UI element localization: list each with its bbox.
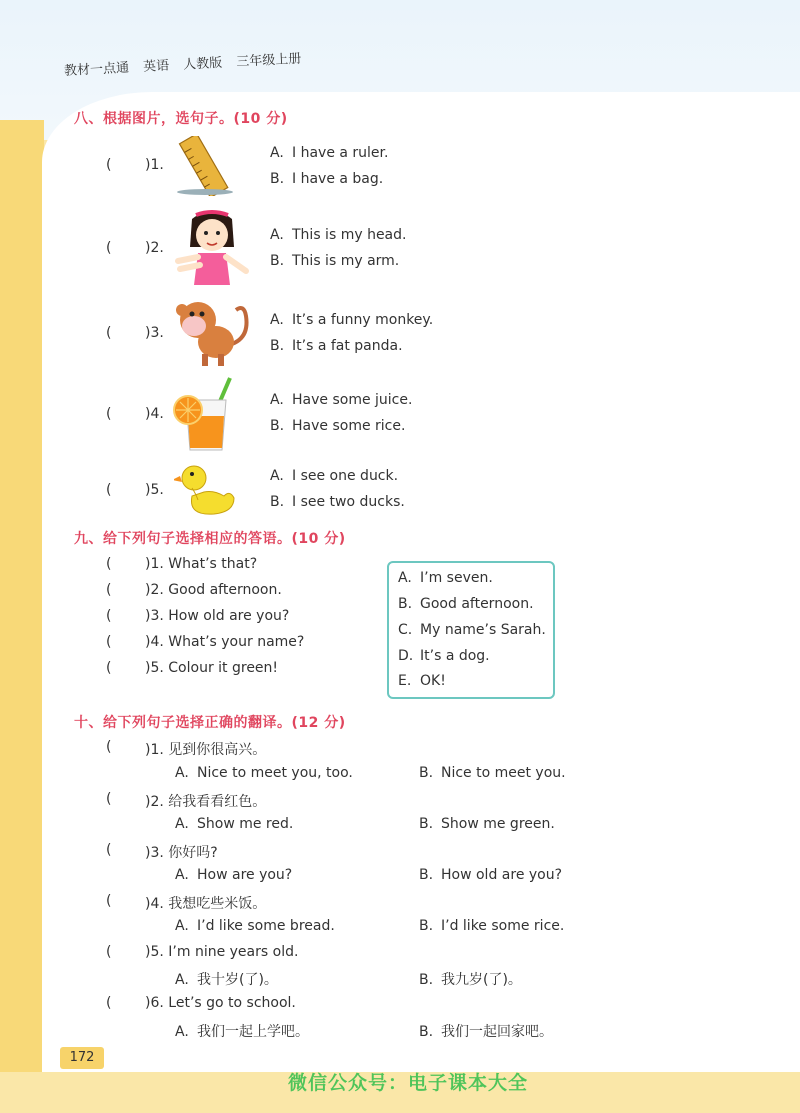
option-text: How old are you? [441,867,563,883]
question-number-8-5: )5. [145,482,164,498]
option-letter: B. [270,494,285,510]
section-10-title: 十、给下列句子选择正确的翻译。(12 分) [74,715,346,731]
ruler-picture [174,136,236,196]
answer-blank-8-4[interactable]: ( [106,406,112,422]
question-number: )5. [145,944,164,960]
question-number: )6. [145,995,164,1011]
option-text: 我们一起上学吧。 [197,1024,309,1040]
answer-choice-d [398,648,490,664]
answer-blank-8-1[interactable]: ( [106,157,112,173]
option-text: How are you? [197,867,293,883]
question-10-2 [145,791,266,811]
question-number-8-4: )4. [145,406,164,422]
option-text: Show me green. [441,816,555,832]
option-letter: B. [270,338,285,354]
option-letter: A. [270,227,284,243]
option-10-6-b [419,1021,553,1041]
answer-choices-box [387,561,555,699]
option-8-1-a [270,145,388,161]
option-letter: A. [270,392,284,408]
option-letter: A. [175,972,189,988]
option-8-5-a [270,468,398,484]
option-10-3-a [175,867,292,883]
option-letter: A. [175,1024,189,1040]
question-number: )5. [145,660,164,676]
question-text: 你好吗? [168,845,218,861]
question-text: 我想吃些米饭。 [168,896,267,912]
option-letter: B. [270,418,285,434]
option-10-2-b [419,816,555,832]
option-letter: B. [419,816,434,832]
option-10-5-a [175,969,278,989]
question-number-8-1: )1. [145,157,164,173]
question-9-4 [145,634,304,650]
option-text: My name’s Sarah. [420,622,546,638]
option-text: 我十岁(了)。 [197,972,278,988]
header-book: 教材一点通 [63,60,130,79]
option-letter: A. [270,468,284,484]
option-8-3-a [270,312,433,328]
question-text: Colour it green! [168,660,279,676]
option-8-2-a [270,227,406,243]
question-text: Good afternoon. [168,582,282,598]
option-text: Good afternoon. [420,596,534,612]
option-text: It’s a funny monkey. [292,312,434,328]
option-text: This is my arm. [292,253,400,269]
answer-blank-10-3[interactable]: ( [106,842,112,858]
option-letter: A. [175,765,189,781]
option-text: 我九岁(了)。 [441,972,522,988]
option-10-1-a [175,765,353,781]
header-subject: 英语 [142,58,170,75]
question-10-6 [145,995,296,1011]
option-text: Have some juice. [292,392,413,408]
question-10-3 [145,842,218,862]
option-letter: B. [419,972,434,988]
option-letter: A. [175,867,189,883]
option-8-5-b [270,494,405,510]
option-text: I have a ruler. [292,145,389,161]
answer-choice-b [398,596,534,612]
option-text: Have some rice. [292,418,406,434]
option-8-3-b [270,338,403,354]
option-10-6-a [175,1021,309,1041]
option-letter: A. [175,816,189,832]
question-9-3 [145,608,289,624]
question-9-5 [145,660,278,676]
option-text: Show me red. [197,816,294,832]
option-8-4-b [270,418,405,434]
option-text: I’d like some rice. [441,918,565,934]
option-text: I’d like some bread. [197,918,335,934]
option-10-4-a [175,918,335,934]
answer-blank-9-5[interactable]: ( [106,660,112,676]
question-text: How old are you? [168,608,290,624]
question-10-5 [145,944,298,960]
section-8-title: 八、根据图片，选句子。(10 分) [74,111,288,127]
question-number: )1. [145,556,164,572]
option-letter: B. [270,171,285,187]
question-text: Let’s go to school. [168,995,296,1011]
orange-juice-picture [172,376,236,452]
option-letter: E. [398,673,412,689]
question-10-4 [145,893,266,913]
question-number-8-2: )2. [145,240,164,256]
option-8-4-a [270,392,412,408]
header-edition: 人教版 [182,55,223,73]
option-letter: B. [270,253,285,269]
question-10-1 [145,739,266,759]
left-margin-strip [0,120,44,1113]
option-text: I see one duck. [292,468,399,484]
answer-choice-e [398,673,446,689]
option-letter: B. [398,596,413,612]
option-letter: A. [175,918,189,934]
option-text: I have a bag. [292,171,384,187]
option-letter: B. [419,765,434,781]
option-text: This is my head. [292,227,407,243]
option-letter: C. [398,622,413,638]
option-letter: B. [419,1024,434,1040]
duck-picture [174,460,238,518]
option-letter: A. [398,570,412,586]
watermark-text: 微信公众号：电子课本大全 [288,1072,529,1094]
answer-blank-8-5[interactable]: ( [106,482,112,498]
question-number: )3. [145,608,164,624]
answer-blank-9-2[interactable]: ( [106,582,112,598]
answer-choice-a [398,570,493,586]
answer-blank-9-3[interactable]: ( [106,608,112,624]
option-letter: B. [419,867,434,883]
girl-pointing-arm-picture [172,205,252,289]
option-text: 我们一起回家吧。 [441,1024,553,1040]
question-text: What’s your name? [168,634,305,650]
answer-blank-10-6[interactable]: ( [106,995,112,1011]
answer-choice-c [398,622,546,638]
answer-blank-10-5[interactable]: ( [106,944,112,960]
page-number: 172 [60,1047,104,1069]
option-text: Nice to meet you. [441,765,566,781]
question-text: 给我看看红色。 [168,794,267,810]
question-number: )3. [145,845,164,861]
option-8-2-b [270,253,399,269]
option-8-1-b [270,171,383,187]
answer-blank-8-2[interactable]: ( [106,240,112,256]
answer-blank-9-1[interactable]: ( [106,556,112,572]
option-10-4-b [419,918,564,934]
question-number-8-3: )3. [145,325,164,341]
question-number: )1. [145,742,164,758]
answer-blank-9-4[interactable]: ( [106,634,112,650]
section-9-title: 九、给下列句子选择相应的答语。(10 分) [74,531,346,547]
question-text: 见到你很高兴。 [168,742,267,758]
answer-blank-10-2[interactable]: ( [106,791,112,807]
question-text: I’m nine years old. [168,944,299,960]
question-9-2 [145,582,282,598]
question-number: )2. [145,794,164,810]
question-text: What’s that? [168,556,258,572]
option-10-1-b [419,765,566,781]
question-number: )2. [145,582,164,598]
option-text: I see two ducks. [292,494,405,510]
option-letter: A. [270,145,284,161]
header-grade: 三年级上册 [235,51,302,70]
answer-blank-10-4[interactable]: ( [106,893,112,909]
option-letter: B. [419,918,434,934]
monkey-picture [172,296,254,368]
option-letter: A. [270,312,284,328]
option-letter: D. [398,648,414,664]
question-number: )4. [145,634,164,650]
answer-blank-10-1[interactable]: ( [106,739,112,755]
question-number: )4. [145,896,164,912]
option-text: I’m seven. [420,570,493,586]
answer-blank-8-3[interactable]: ( [106,325,112,341]
option-10-3-b [419,867,562,883]
option-text: It’s a fat panda. [292,338,403,354]
option-10-5-b [419,969,522,989]
question-9-1 [145,556,257,572]
option-10-2-a [175,816,293,832]
option-text: OK! [420,673,446,689]
option-text: Nice to meet you, too. [197,765,353,781]
option-text: It’s a dog. [420,648,490,664]
